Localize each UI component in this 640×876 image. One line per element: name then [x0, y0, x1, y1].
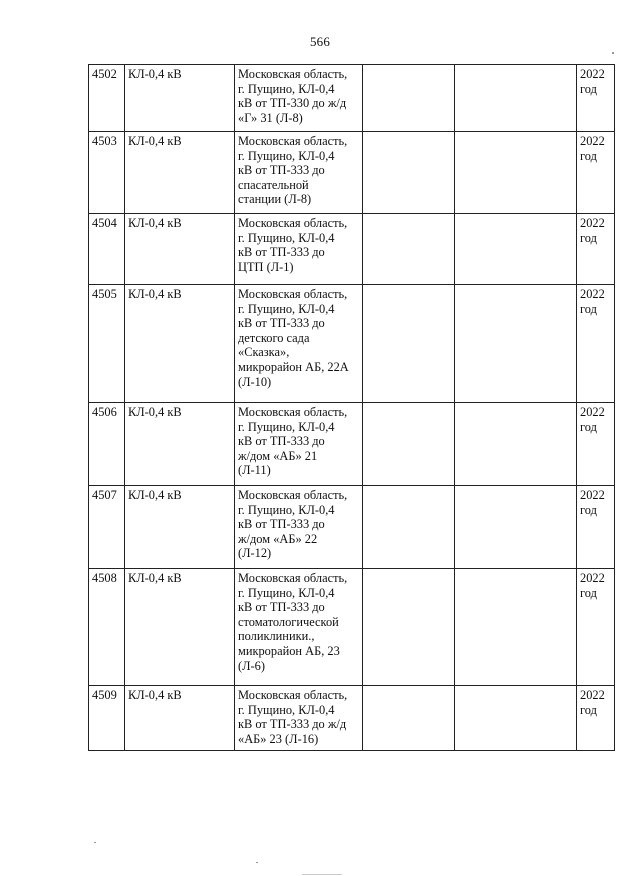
address-cell	[235, 569, 363, 686]
address-cell-line: (Л-11)	[238, 463, 271, 478]
address-cell-line: Московская область,	[238, 405, 348, 419]
address-cell	[235, 132, 363, 214]
empty-cell-5	[455, 285, 577, 403]
table-row	[89, 132, 615, 214]
page-number: 566	[309, 34, 331, 49]
address-cell-line: кВ от ТП-333 до	[238, 163, 325, 178]
empty-cell-4	[363, 569, 455, 686]
empty-cell-4	[363, 214, 455, 285]
row-number-cell: 4509	[89, 686, 125, 751]
year-cell	[577, 285, 615, 403]
address-cell-line: стоматологической	[238, 614, 339, 629]
address-cell-line: поликлиники.,	[238, 629, 315, 644]
table-row	[89, 569, 615, 686]
year-cell-line: 2022	[580, 67, 605, 81]
address-cell-line: (Л-6)	[238, 658, 265, 673]
table-row	[89, 686, 615, 751]
address-cell	[235, 65, 363, 132]
address-cell-line: кВ от ТП-333 до	[238, 517, 325, 532]
year-cell-line: год	[580, 702, 597, 717]
empty-cell-4	[363, 132, 455, 214]
year-cell	[577, 403, 615, 486]
line-type-cell: КЛ-0,4 кВ	[125, 403, 235, 486]
year-cell	[577, 569, 615, 686]
year-cell-line: 2022	[580, 134, 605, 148]
year-cell-line: 2022	[580, 216, 605, 230]
address-cell-line: Московская область,	[238, 67, 348, 81]
year-cell-line: 2022	[580, 571, 605, 585]
address-cell-line: Московская область,	[238, 688, 348, 702]
address-cell	[235, 285, 363, 403]
empty-cell-4	[363, 686, 455, 751]
year-cell-line: год	[580, 585, 597, 600]
address-cell-line: Московская область,	[238, 134, 348, 148]
year-cell-line: 2022	[580, 287, 605, 301]
address-cell-line: «АБ» 23 (Л-16)	[238, 731, 319, 746]
address-cell-line: детского сада	[238, 330, 310, 345]
scan-speck	[302, 874, 342, 875]
table-row	[89, 65, 615, 132]
row-number-cell: 4505	[89, 285, 125, 403]
address-cell-line: г. Пущино, КЛ-0,4	[238, 502, 335, 517]
address-cell-line: кВ от ТП-333 до	[238, 600, 325, 615]
address-cell-line: г. Пущино, КЛ-0,4	[238, 702, 335, 717]
address-cell-line: ж/дом «АБ» 22	[238, 531, 318, 546]
address-cell-line: кВ от ТП-330 до ж/д	[238, 96, 347, 111]
address-cell-line: Московская область,	[238, 287, 348, 301]
empty-cell-4	[363, 486, 455, 569]
year-cell-line: год	[580, 230, 597, 245]
empty-cell-4	[363, 403, 455, 486]
year-cell-line: 2022	[580, 405, 605, 419]
address-cell	[235, 214, 363, 285]
year-cell	[577, 486, 615, 569]
year-cell-line: год	[580, 419, 597, 434]
address-cell-line: Московская область,	[238, 571, 348, 585]
address-cell-line: ЦТП (Л-1)	[238, 259, 294, 274]
empty-cell-5	[455, 686, 577, 751]
line-type-cell: КЛ-0,4 кВ	[125, 132, 235, 214]
line-type-cell: КЛ-0,4 кВ	[125, 486, 235, 569]
address-cell-line: г. Пущино, КЛ-0,4	[238, 301, 335, 316]
year-cell	[577, 214, 615, 285]
year-cell	[577, 65, 615, 132]
address-cell-line: микрорайон АБ, 22А	[238, 359, 349, 374]
year-cell-line: 2022	[580, 688, 605, 702]
address-cell-line: Московская область,	[238, 488, 348, 502]
row-number-cell: 4507	[89, 486, 125, 569]
address-cell-line: г. Пущино, КЛ-0,4	[238, 148, 335, 163]
empty-cell-5	[455, 403, 577, 486]
address-cell-line: кВ от ТП-333 до ж/д	[238, 717, 347, 732]
address-cell-line: «Г» 31 (Л-8)	[238, 110, 303, 125]
address-cell-line: спасательной	[238, 177, 309, 192]
year-cell	[577, 686, 615, 751]
empty-cell-4	[363, 65, 455, 132]
table-row	[89, 285, 615, 403]
empty-cell-5	[455, 486, 577, 569]
year-cell-line: год	[580, 81, 597, 96]
address-cell-line: станции (Л-8)	[238, 192, 312, 207]
table-row	[89, 486, 615, 569]
table-row	[89, 214, 615, 285]
address-cell-line: г. Пущино, КЛ-0,4	[238, 230, 335, 245]
row-number-cell: 4504	[89, 214, 125, 285]
empty-cell-5	[455, 569, 577, 686]
address-cell	[235, 403, 363, 486]
address-cell-line: г. Пущино, КЛ-0,4	[238, 419, 335, 434]
line-type-cell: КЛ-0,4 кВ	[125, 686, 235, 751]
empty-cell-5	[455, 132, 577, 214]
year-cell	[577, 132, 615, 214]
address-cell-line: ж/дом «АБ» 21	[238, 448, 318, 463]
row-number-cell: 4503	[89, 132, 125, 214]
line-type-cell: КЛ-0,4 кВ	[125, 285, 235, 403]
line-type-cell: КЛ-0,4 кВ	[125, 65, 235, 132]
empty-cell-5	[455, 65, 577, 132]
scan-speck	[256, 862, 258, 863]
address-cell-line: г. Пущино, КЛ-0,4	[238, 81, 335, 96]
address-cell-line: кВ от ТП-333 до	[238, 434, 325, 449]
address-cell-line: микрорайон АБ, 23	[238, 643, 340, 658]
address-cell-line: «Сказка»,	[238, 345, 290, 360]
address-cell-line: (Л-12)	[238, 546, 272, 561]
address-cell-line: кВ от ТП-333 до	[238, 245, 325, 260]
scan-speck	[612, 52, 614, 54]
row-number-cell: 4502	[89, 65, 125, 132]
empty-cell-4	[363, 285, 455, 403]
row-number-cell: 4508	[89, 569, 125, 686]
row-number-cell: 4506	[89, 403, 125, 486]
address-cell	[235, 486, 363, 569]
address-cell-line: кВ от ТП-333 до	[238, 316, 325, 331]
year-cell-line: год	[580, 301, 597, 316]
empty-cell-5	[455, 214, 577, 285]
address-cell	[235, 686, 363, 751]
registry-table-body	[89, 65, 615, 751]
line-type-cell: КЛ-0,4 кВ	[125, 569, 235, 686]
address-cell-line: г. Пущино, КЛ-0,4	[238, 585, 335, 600]
scan-speck	[94, 842, 96, 843]
year-cell-line: год	[580, 502, 597, 517]
address-cell-line: (Л-10)	[238, 374, 272, 389]
table-row	[89, 403, 615, 486]
address-cell-line: Московская область,	[238, 216, 348, 230]
year-cell-line: год	[580, 148, 597, 163]
year-cell-line: 2022	[580, 488, 605, 502]
registry-table	[88, 64, 615, 751]
line-type-cell: КЛ-0,4 кВ	[125, 214, 235, 285]
